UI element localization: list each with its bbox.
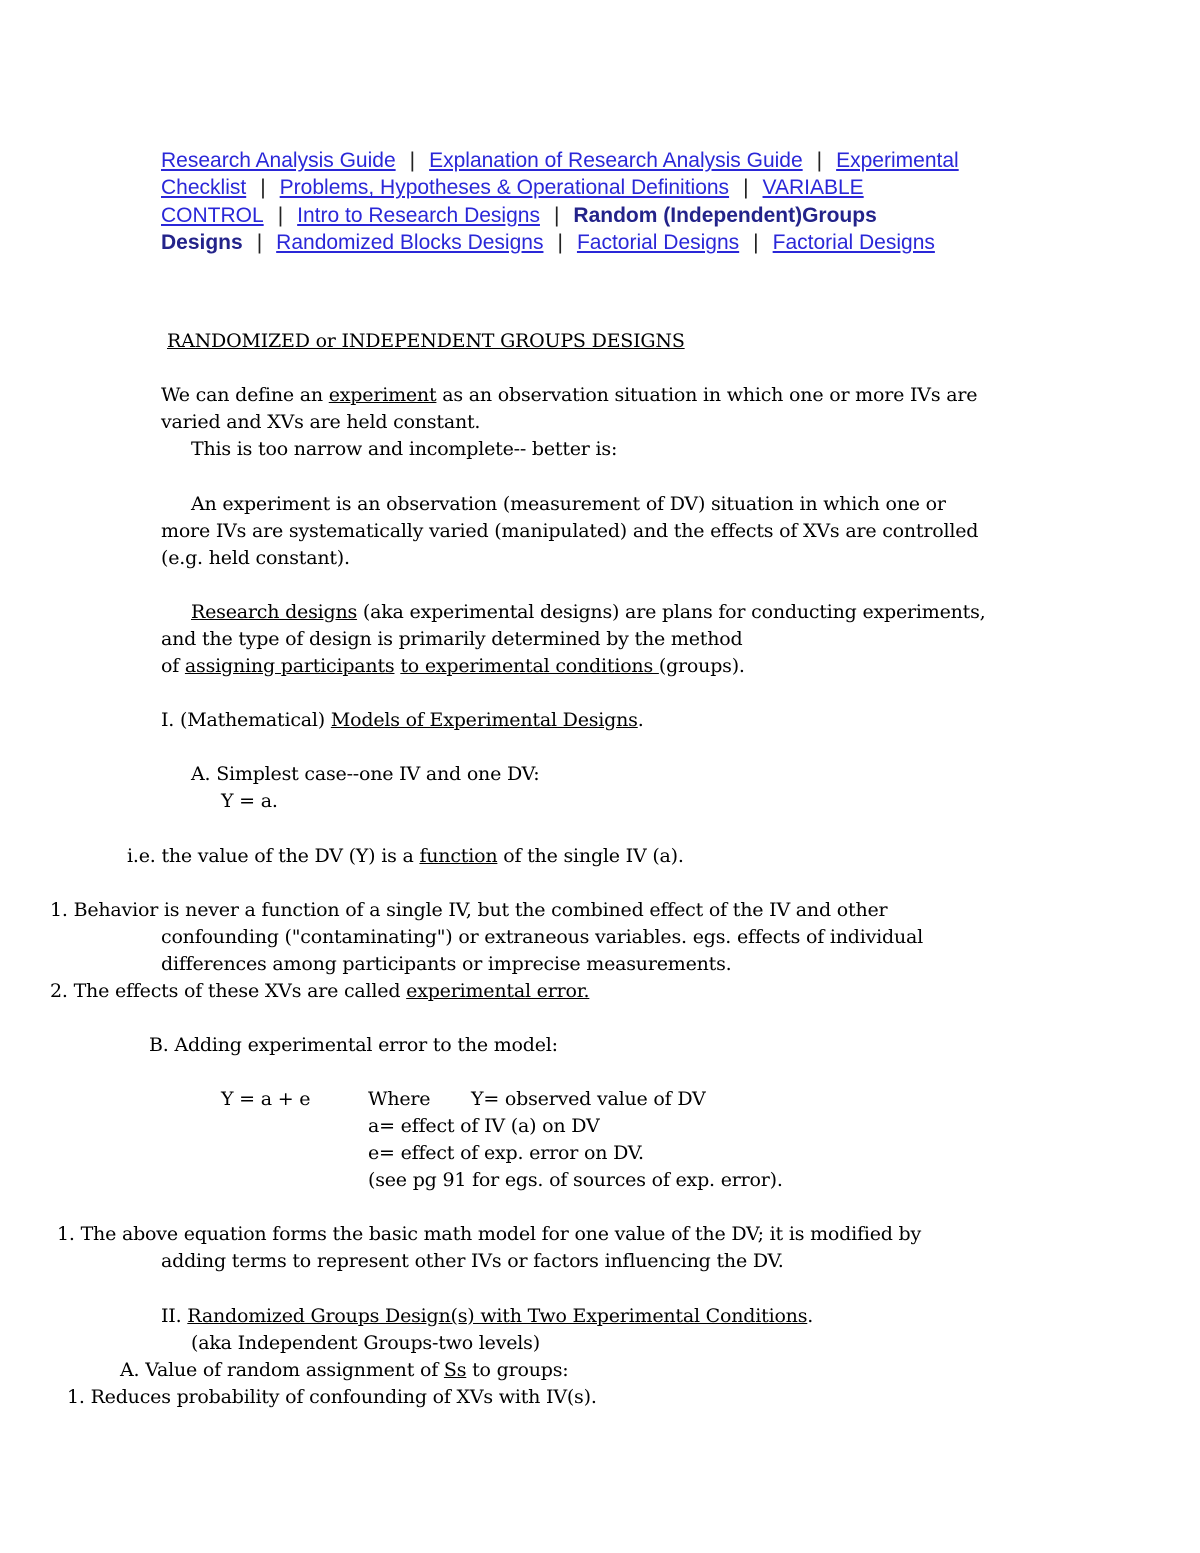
text: of the single IV (a). [497, 845, 684, 867]
paragraph-line: This is too narrow and incomplete-- better is: [191, 438, 618, 460]
nav-separator: | [256, 230, 263, 254]
page-title: RANDOMIZED or INDEPENDENT GROUPS DESIGNS [167, 330, 685, 352]
text: to groups: [466, 1359, 569, 1381]
link-explanation-research-analysis-guide[interactable]: Explanation of Research Analysis Guide [429, 149, 803, 172]
nav-separator: | [277, 203, 284, 227]
list-item-continuation: adding terms to represent other IVs or factors influencing the DV. [161, 1250, 784, 1272]
text-underlined: experimental error. [406, 980, 590, 1002]
paragraph-line: (e.g. held constant). [161, 547, 350, 569]
paragraph-line [191, 599, 986, 626]
text-underlined: experiment [328, 384, 437, 406]
text: . [637, 709, 644, 731]
section-subtitle: (aka Independent Groups-two levels) [191, 1332, 540, 1354]
section-heading [161, 1303, 813, 1330]
paragraph-line [161, 653, 745, 680]
paragraph-line: varied and XVs are held constant. [161, 411, 481, 433]
link-randomized-blocks-designs[interactable]: Randomized Blocks Designs [276, 230, 544, 254]
text: (aka experimental designs) are plans for conducting experiments, [357, 601, 986, 623]
equation: Y = a + e [221, 1088, 311, 1110]
nav-separator: | [553, 203, 560, 227]
paragraph-line: and the type of design is primarily determined by the method [161, 628, 743, 650]
text-underlined: Research designs [191, 601, 358, 623]
equation: Y = a. [221, 790, 278, 812]
paragraph-line: more IVs are systematically varied (manipulated) and the effects of XVs are controlled [161, 520, 979, 542]
nav-separator: | [753, 230, 759, 254]
text-underlined: function [419, 845, 498, 867]
text-underlined: Randomized Groups Design(s) with Two Experimental Conditions [187, 1305, 808, 1327]
paragraph-line [161, 382, 977, 409]
list-item: 1. Reduces probability of confounding of XVs with IV(s). [67, 1386, 597, 1408]
link-factorial-designs-1[interactable]: Factorial Designs [576, 230, 740, 254]
definition-note: (see pg 91 for egs. of sources of exp. error). [368, 1169, 783, 1191]
subsection-heading: A. Simplest case--one IV and one DV: [191, 763, 540, 785]
list-item: 1. The above equation forms the basic math model for one value of the DV; it is modified by [57, 1223, 922, 1245]
text-underlined: to experimental conditions [400, 655, 659, 677]
link-research-analysis-guide[interactable]: Research Analysis Guide [161, 149, 396, 172]
where-label: Where [368, 1088, 431, 1110]
nav-separator: | [743, 176, 749, 200]
text: We can define an [161, 384, 329, 406]
nav-separator: | [816, 149, 823, 172]
text-underlined: Models of Experimental Designs [330, 709, 638, 731]
text: of [161, 655, 185, 677]
text: II. [161, 1305, 188, 1327]
text: as an observation situation in which one or more IVs are [436, 384, 978, 406]
section-heading [161, 707, 644, 734]
list-item-continuation: confounding ("contaminating") or extraneous variables. egs. effects of individual [161, 926, 924, 948]
list-item [50, 978, 589, 1005]
paragraph-line [127, 843, 684, 870]
definition-y: Y= observed value of DV [471, 1088, 706, 1110]
list-item-continuation: differences among participants or imprecise measurements. [161, 953, 732, 975]
subsection-heading [120, 1357, 568, 1384]
text: A. Value of random assignment of [120, 1359, 444, 1381]
link-factorial-designs-2[interactable]: Factorial Designs [772, 230, 935, 254]
text: 2. The effects of these XVs are called [50, 980, 407, 1002]
nav-separator: | [409, 149, 416, 172]
text: . [807, 1305, 814, 1327]
nav-separator: | [260, 176, 266, 200]
link-variable-control[interactable]: VARIABLE CONTROL [161, 176, 864, 227]
text: (groups). [658, 655, 745, 677]
definition-e: e= effect of exp. error on DV. [368, 1142, 644, 1164]
text: i.e. the value of the DV (Y) is a [127, 845, 420, 867]
paragraph-line: An experiment is an observation (measurement of DV) situation in which one or [191, 493, 946, 515]
list-item: 1. Behavior is never a function of a single IV, but the combined effect of the IV and other [50, 899, 888, 921]
text: I. (Mathematical) [161, 709, 331, 731]
link-experimental-checklist[interactable]: Experimental Checklist [161, 149, 959, 200]
nav-links [161, 147, 1021, 256]
definition-a: a= effect of IV (a) on DV [368, 1115, 600, 1137]
subsection-heading: B. Adding experimental error to the model: [149, 1034, 558, 1056]
text-underlined: Ss [443, 1359, 467, 1381]
link-intro-research-designs[interactable]: Intro to Research Designs [297, 203, 540, 227]
text-underlined: assigning participants [184, 655, 395, 677]
current-page-label: Random (Independent)Groups Designs [161, 203, 877, 254]
nav-separator: | [557, 230, 563, 254]
link-problems-hypotheses[interactable]: Problems, Hypotheses & Operational Definitions [279, 176, 730, 200]
